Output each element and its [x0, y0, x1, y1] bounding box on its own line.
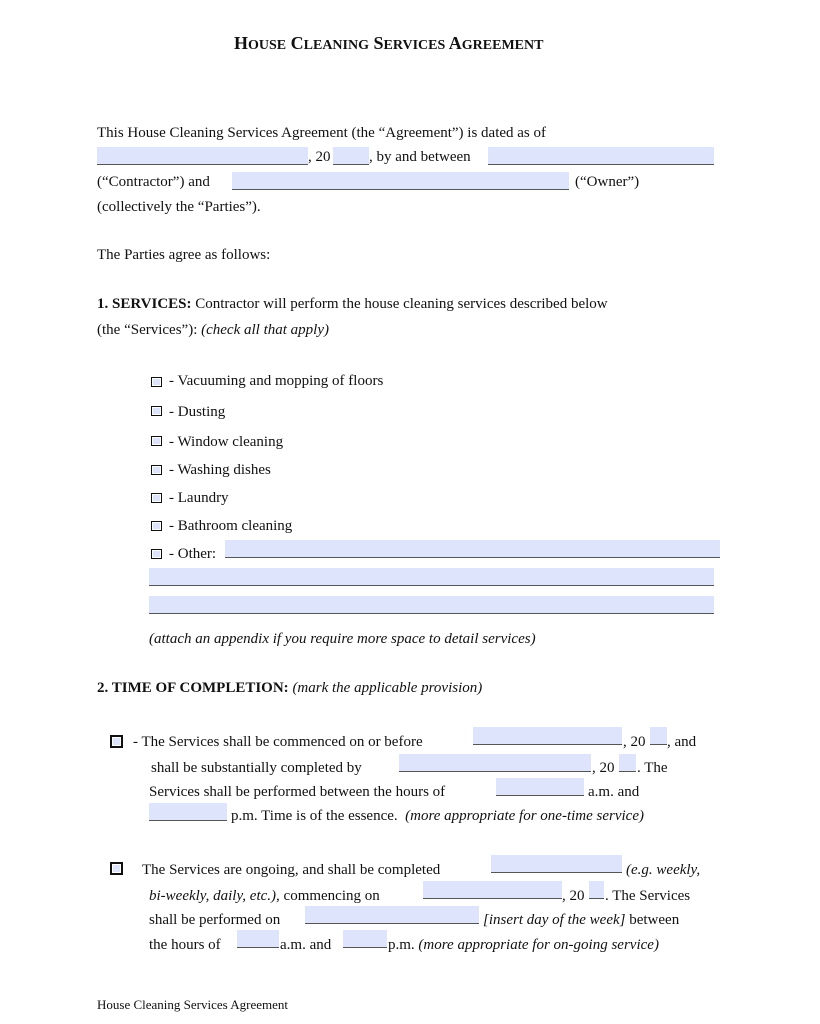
parties-agree: The Parties agree as follows:: [97, 247, 271, 263]
opt1-line-1: - The Services shall be commenced on or before: [133, 734, 423, 750]
service-item-dusting: - Dusting: [169, 404, 226, 420]
completion-date-field[interactable]: [399, 754, 591, 772]
opt1-year-label-1: , 20: [623, 734, 646, 750]
completion-heading: 2. TIME OF COMPLETION:: [97, 680, 289, 696]
opt1-am-and: a.m. and: [588, 784, 640, 800]
opt2-year-label: , 20: [562, 888, 585, 904]
opt1-the: . The: [637, 760, 668, 776]
ongoing-year-field[interactable]: [589, 881, 604, 899]
opt1-year-label-2: , 20: [592, 760, 615, 776]
service-item-washing-dishes: - Washing dishes: [169, 462, 271, 478]
opt2-line-1: The Services are ongoing, and shall be completed: [142, 862, 441, 878]
opt2-insert-day: [insert day of the week] between: [483, 912, 680, 928]
opt2-eg: (e.g. weekly,: [626, 862, 701, 878]
opt1-and: , and: [667, 734, 697, 750]
opt1-line-2: shall be substantially completed by: [151, 760, 362, 776]
checkbox-laundry[interactable]: [151, 493, 162, 503]
intro-contractor-and: (“Contractor”) and: [97, 174, 210, 190]
ongoing-start-hour-field[interactable]: [237, 930, 279, 948]
year-field[interactable]: [333, 147, 369, 165]
commence-year-field[interactable]: [650, 727, 667, 745]
owner-name-field[interactable]: [232, 172, 569, 190]
start-hour-field[interactable]: [496, 778, 584, 796]
other-services-field-2[interactable]: [149, 568, 714, 586]
checkbox-washing-dishes[interactable]: [151, 465, 162, 475]
opt1-line-4: p.m. Time is of the essence. (more appropriate for one-time service): [231, 808, 644, 824]
intro-collectively: (collectively the “Parties”).: [97, 199, 261, 215]
checkbox-dusting[interactable]: [151, 406, 162, 416]
checkbox-other[interactable]: [151, 549, 162, 559]
completion-year-field[interactable]: [619, 754, 636, 772]
date-field[interactable]: [97, 147, 308, 165]
page-footer: House Cleaning Services Agreement: [97, 997, 288, 1012]
service-item-other: - Other:: [169, 546, 217, 562]
other-services-field-3[interactable]: [149, 596, 714, 614]
ongoing-end-hour-field[interactable]: [343, 930, 387, 948]
intro-line-1: This House Cleaning Services Agreement (the “Agreement”) is dated as of: [97, 125, 547, 141]
checkbox-ongoing[interactable]: [110, 862, 123, 875]
service-item-vacuuming: - Vacuuming and mopping of floors: [169, 373, 384, 389]
other-services-field-1[interactable]: [225, 540, 720, 558]
service-item-laundry: - Laundry: [169, 490, 229, 506]
commence-date-field[interactable]: [473, 727, 622, 745]
checkbox-window-cleaning[interactable]: [151, 436, 162, 446]
end-hour-field[interactable]: [149, 803, 227, 821]
checkbox-bathroom-cleaning[interactable]: [151, 521, 162, 531]
opt1-line-3: Services shall be performed between the hours of: [149, 784, 446, 800]
intro-owner: (“Owner”): [575, 174, 640, 190]
day-of-week-field[interactable]: [305, 906, 479, 924]
intro-year-label: , 20: [308, 149, 331, 165]
opt2-am-and: a.m. and: [280, 937, 332, 953]
ongoing-start-date-field[interactable]: [423, 881, 562, 899]
document-title: HOUSE CLEANING SERVICES AGREEMENT: [234, 33, 544, 53]
services-heading: 1. SERVICES:: [97, 296, 192, 312]
contractor-name-field[interactable]: [488, 147, 714, 165]
opt2-line-2: bi-weekly, daily, etc.), commencing on: [149, 888, 380, 904]
service-item-window-cleaning: - Window cleaning: [169, 434, 284, 450]
appendix-note: (attach an appendix if you require more space to detail services): [149, 631, 536, 647]
services-line-1: 1. SERVICES: Contractor will perform the house cleaning services described below: [97, 296, 608, 312]
frequency-field[interactable]: [491, 855, 622, 873]
checkbox-vacuuming[interactable]: [151, 377, 162, 387]
services-line-2: (the “Services”): (check all that apply): [97, 322, 329, 338]
opt2-line-4: the hours of: [149, 937, 221, 953]
completion-heading-line: 2. TIME OF COMPLETION: (mark the applicable provision): [97, 680, 483, 696]
service-item-bathroom-cleaning: - Bathroom cleaning: [169, 518, 293, 534]
checkbox-one-time[interactable]: [110, 735, 123, 748]
intro-by-between: , by and between: [369, 149, 471, 165]
opt2-line-3: shall be performed on: [149, 912, 281, 928]
opt2-the-services: . The Services: [605, 888, 691, 904]
opt2-pm: p.m. (more appropriate for on-going service): [388, 937, 659, 953]
